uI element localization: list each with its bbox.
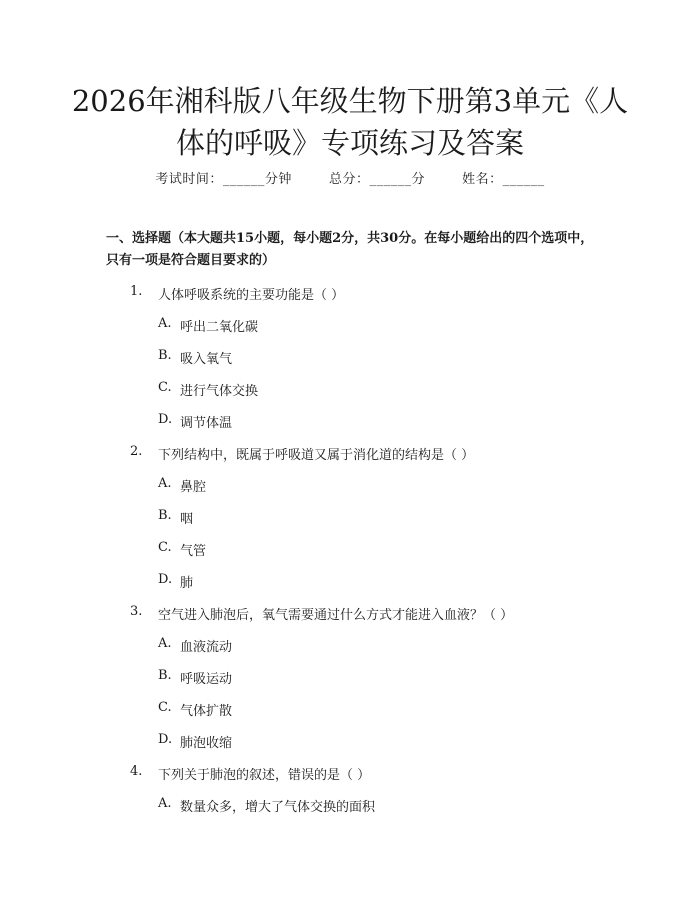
option-text: 血液流动 — [180, 640, 233, 655]
option-letter: A. — [158, 636, 172, 651]
option-letter: C. — [158, 700, 172, 715]
option-letter: D. — [158, 572, 173, 587]
exam-name-label: 姓名： — [462, 172, 503, 187]
exam-time-label: 考试时间： — [155, 172, 223, 187]
question-1-option-a — [0, 310, 700, 342]
option-letter: A. — [158, 476, 172, 491]
question-stem: 空气进入肺泡后，氧气需要通过什么方式才能进入血液？（ ） — [158, 608, 514, 623]
exam-score-blank: ______ — [369, 172, 412, 187]
question-1 — [0, 278, 700, 310]
option-letter: A. — [158, 316, 172, 331]
question-2-option-a — [0, 470, 700, 502]
option-text: 气管 — [180, 544, 207, 559]
question-1-option-b — [0, 342, 700, 374]
option-text: 吸入氧气 — [180, 352, 233, 367]
option-letter: D. — [158, 412, 173, 427]
option-letter: C. — [158, 540, 172, 555]
question-number: 2. — [130, 444, 143, 459]
section-1-header: 一、选择题（本大题共15小题，每小题2分，共30分。在每小题给出的四个选项中，只有一项是符合题目要求的） — [106, 231, 594, 268]
question-number: 1. — [130, 284, 143, 299]
question-3-option-c — [0, 694, 700, 726]
option-text: 呼出二氧化碳 — [180, 320, 259, 335]
question-number: 3. — [130, 604, 143, 619]
question-2-option-c — [0, 534, 700, 566]
question-2 — [0, 438, 700, 470]
question-3-option-d — [0, 726, 700, 758]
exam-time-blank: ______ — [222, 172, 265, 187]
exam-score-label: 总分： — [328, 172, 370, 187]
option-letter: D. — [158, 732, 173, 747]
exam-info-line — [0, 168, 700, 187]
option-letter: A. — [158, 796, 172, 811]
exam-info-spacer — [292, 172, 329, 187]
option-text: 气体扩散 — [180, 704, 233, 719]
question-3-option-b — [0, 662, 700, 694]
option-letter: C. — [158, 380, 172, 395]
option-text: 肺泡收缩 — [180, 736, 233, 751]
question-4-option-a — [0, 790, 700, 822]
question-list — [0, 278, 700, 822]
option-letter: B. — [158, 668, 172, 683]
option-text: 调节体温 — [180, 416, 233, 431]
exam-time-unit: 分钟 — [264, 172, 292, 187]
question-4 — [0, 758, 700, 790]
option-text: 进行气体交换 — [180, 384, 259, 399]
document-title: 2026年湘科版八年级生物下册第3单元《人体的呼吸》专项练习及答案 — [71, 84, 629, 160]
question-3 — [0, 598, 700, 630]
option-text: 肺 — [180, 576, 194, 591]
question-2-option-b — [0, 502, 700, 534]
option-text: 鼻腔 — [180, 480, 207, 495]
question-3-option-a — [0, 630, 700, 662]
exam-name-blank: ______ — [502, 172, 545, 187]
option-letter: B. — [158, 348, 172, 363]
option-text: 呼吸运动 — [180, 672, 233, 687]
question-stem: 人体呼吸系统的主要功能是（ ） — [158, 288, 345, 303]
option-text: 咽 — [180, 512, 194, 527]
question-1-option-d — [0, 406, 700, 438]
question-number: 4. — [130, 764, 143, 779]
question-1-option-c — [0, 374, 700, 406]
option-text: 数量众多，增大了气体交换的面积 — [180, 800, 376, 815]
exam-info-spacer — [425, 172, 462, 187]
question-2-option-d — [0, 566, 700, 598]
exam-score-unit: 分 — [411, 172, 426, 187]
option-letter: B. — [158, 508, 172, 523]
question-stem: 下列关于肺泡的叙述，错误的是（ ） — [158, 768, 371, 783]
question-stem: 下列结构中，既属于呼吸道又属于消化道的结构是（ ） — [158, 448, 475, 463]
